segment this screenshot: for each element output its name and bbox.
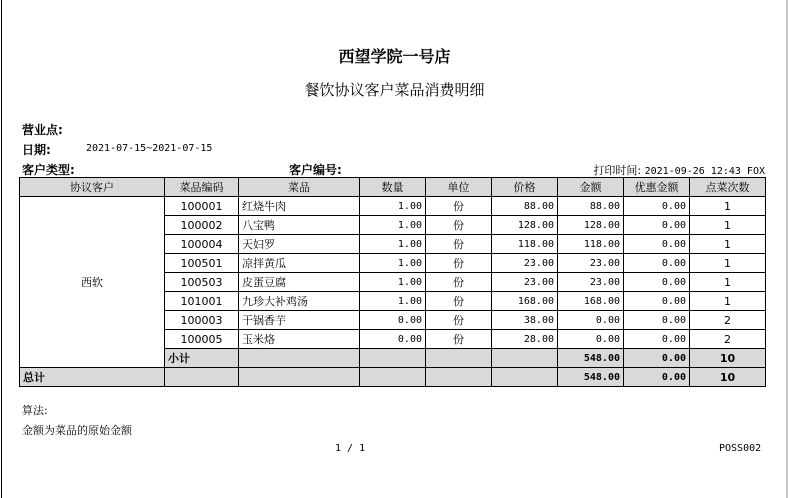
col-header-dish: 菜品 [239, 178, 360, 197]
qty-cell: 1.00 [360, 254, 426, 273]
price-cell: 88.00 [492, 197, 558, 216]
amount-cell: 128.00 [558, 216, 624, 235]
col-header-order-count: 点菜次数 [690, 178, 766, 197]
qty-cell: 1.00 [360, 216, 426, 235]
algorithm-description: 金额为菜品的原始金额 [22, 424, 132, 437]
col-header-discount: 优惠金额 [624, 178, 690, 197]
qty-cell: 1.00 [360, 292, 426, 311]
col-header-price: 价格 [492, 178, 558, 197]
dish-name-cell: 皮蛋豆腐 [239, 273, 360, 292]
total-discount: 0.00 [624, 368, 690, 387]
unit-cell: 份 [426, 273, 492, 292]
empty-cell [492, 349, 558, 368]
dish-code-cell: 100005 [165, 330, 239, 349]
order-count-cell: 1 [690, 216, 766, 235]
amount-cell: 118.00 [558, 235, 624, 254]
total-count: 10 [690, 368, 766, 387]
table-header-row [20, 178, 766, 197]
dish-name-cell: 凉拌黄瓜 [239, 254, 360, 273]
report-code: POSS002 [719, 443, 762, 454]
amount-cell: 23.00 [558, 273, 624, 292]
order-count-cell: 1 [690, 197, 766, 216]
amount-cell: 168.00 [558, 292, 624, 311]
order-count-cell: 1 [690, 235, 766, 254]
subtotal-amount: 548.00 [558, 349, 624, 368]
qty-cell: 0.00 [360, 330, 426, 349]
discount-cell: 0.00 [624, 235, 690, 254]
page-left-border [1, 0, 2, 498]
dish-code-cell: 100004 [165, 235, 239, 254]
empty-cell [360, 349, 426, 368]
empty-cell [239, 349, 360, 368]
total-row [20, 368, 766, 387]
algorithm-label: 算法: [22, 404, 48, 417]
date-value: 2021-07-15~2021-07-15 [86, 143, 213, 154]
price-cell: 38.00 [492, 311, 558, 330]
print-time-value: 2021-09-26 12:43 FOX [644, 166, 765, 177]
dish-name-cell: 天妇罗 [239, 235, 360, 254]
customer-type-label: 客户类型: [22, 163, 75, 177]
dish-code-cell: 101001 [165, 292, 239, 311]
discount-cell: 0.00 [624, 197, 690, 216]
discount-cell: 0.00 [624, 254, 690, 273]
date-label: 日期: [22, 143, 51, 157]
dish-name-cell: 八宝鸭 [239, 216, 360, 235]
order-count-cell: 2 [690, 311, 766, 330]
col-header-amount: 金额 [558, 178, 624, 197]
discount-cell: 0.00 [624, 273, 690, 292]
discount-cell: 0.00 [624, 330, 690, 349]
col-header-customer: 协议客户 [20, 178, 165, 197]
subtotal-label: 小计 [165, 349, 239, 368]
discount-cell: 0.00 [624, 311, 690, 330]
unit-cell: 份 [426, 235, 492, 254]
unit-cell: 份 [426, 292, 492, 311]
order-count-cell: 1 [690, 292, 766, 311]
order-count-cell: 1 [690, 273, 766, 292]
customer-cell: 西软 [20, 197, 165, 368]
unit-cell: 份 [426, 311, 492, 330]
print-time [593, 162, 765, 178]
price-cell: 23.00 [492, 273, 558, 292]
report-subtitle: 餐饮协议客户菜品消费明细 [304, 81, 485, 99]
dish-name-cell: 九珍大补鸡汤 [239, 292, 360, 311]
consumption-table [19, 177, 766, 387]
qty-cell: 1.00 [360, 273, 426, 292]
unit-cell: 份 [426, 254, 492, 273]
amount-cell: 0.00 [558, 330, 624, 349]
subtotal-discount: 0.00 [624, 349, 690, 368]
unit-cell: 份 [426, 197, 492, 216]
total-label: 总计 [20, 368, 165, 387]
empty-cell [426, 368, 492, 387]
qty-cell: 1.00 [360, 197, 426, 216]
page-number: 1 / 1 [335, 443, 366, 454]
amount-cell: 88.00 [558, 197, 624, 216]
discount-cell: 0.00 [624, 292, 690, 311]
subtotal-count: 10 [690, 349, 766, 368]
dish-name-cell: 红烧牛肉 [239, 197, 360, 216]
dish-code-cell: 100002 [165, 216, 239, 235]
unit-cell: 份 [426, 330, 492, 349]
amount-cell: 23.00 [558, 254, 624, 273]
col-header-qty: 数量 [360, 178, 426, 197]
total-amount: 548.00 [558, 368, 624, 387]
empty-cell [492, 368, 558, 387]
discount-cell: 0.00 [624, 216, 690, 235]
empty-cell [239, 368, 360, 387]
price-cell: 23.00 [492, 254, 558, 273]
dish-code-cell: 100003 [165, 311, 239, 330]
report-title: 西望学院一号店 [338, 47, 451, 66]
outlet-label: 营业点: [22, 123, 63, 137]
table-row [20, 197, 766, 216]
print-time-label: 打印时间: [593, 164, 642, 177]
customer-no-label: 客户编号: [289, 163, 342, 177]
price-cell: 28.00 [492, 330, 558, 349]
price-cell: 128.00 [492, 216, 558, 235]
qty-cell: 1.00 [360, 235, 426, 254]
page-right-border [786, 0, 788, 498]
price-cell: 168.00 [492, 292, 558, 311]
price-cell: 118.00 [492, 235, 558, 254]
dish-code-cell: 100501 [165, 254, 239, 273]
dish-code-cell: 100503 [165, 273, 239, 292]
unit-cell: 份 [426, 216, 492, 235]
col-header-unit: 单位 [426, 178, 492, 197]
order-count-cell: 2 [690, 330, 766, 349]
dish-name-cell: 玉米烙 [239, 330, 360, 349]
empty-cell [360, 368, 426, 387]
order-count-cell: 1 [690, 254, 766, 273]
qty-cell: 0.00 [360, 311, 426, 330]
amount-cell: 0.00 [558, 311, 624, 330]
empty-cell [165, 368, 239, 387]
dish-code-cell: 100001 [165, 197, 239, 216]
empty-cell [426, 349, 492, 368]
col-header-dish-code: 菜品编码 [165, 178, 239, 197]
dish-name-cell: 干锅香芋 [239, 311, 360, 330]
